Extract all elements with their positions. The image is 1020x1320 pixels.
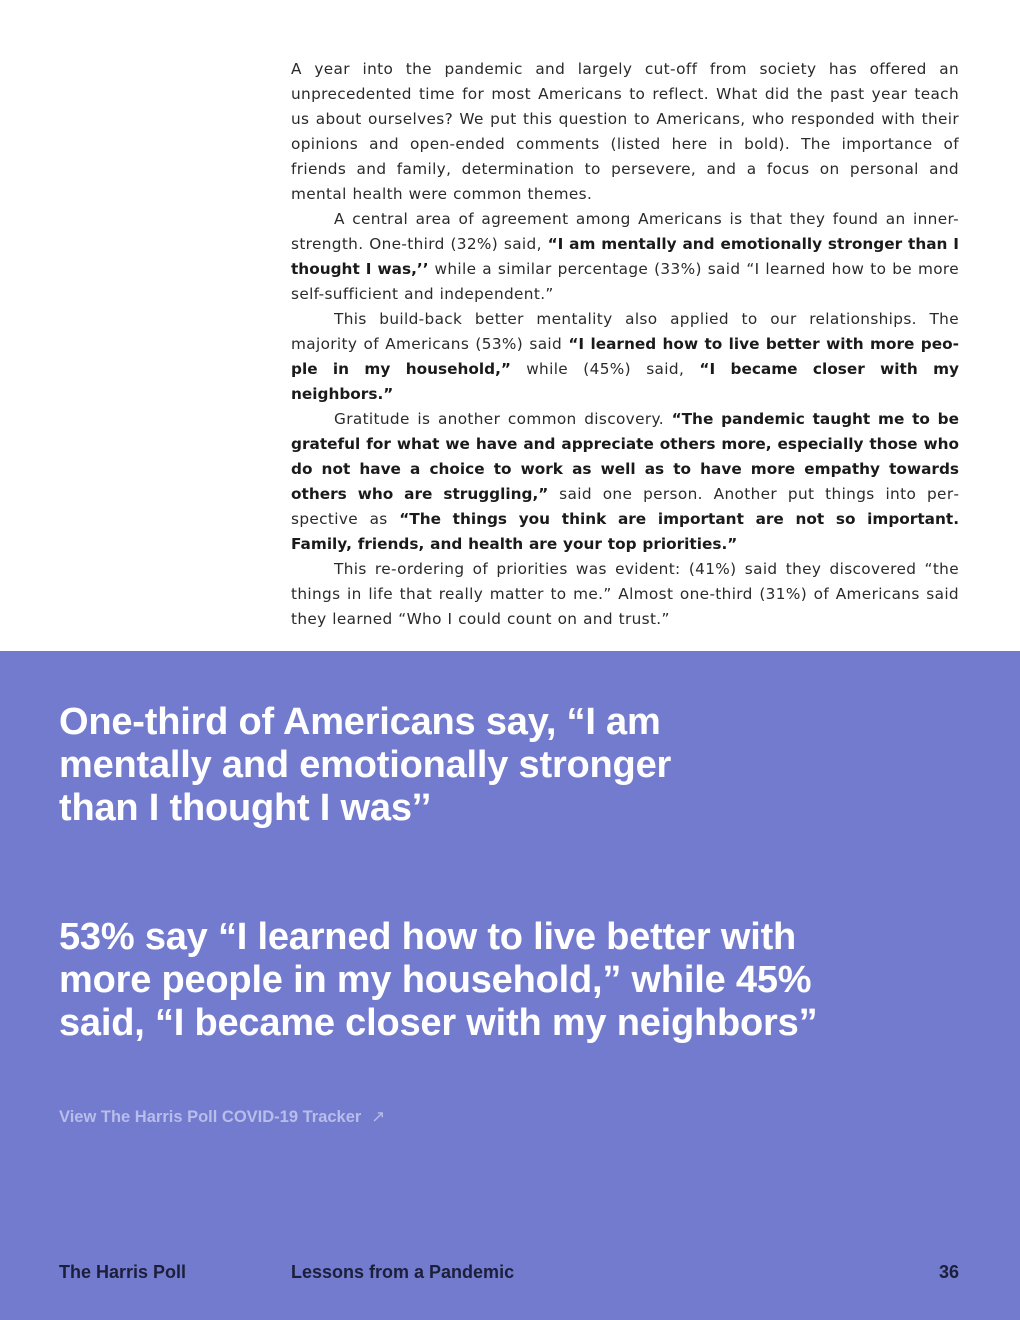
paragraph-text: while (45%) said,: [510, 360, 700, 378]
paragraph-relationships: [291, 307, 959, 407]
paragraph-text: while a similar percentage (33%) said “I learned how to be more self-sufficient and independent.”: [291, 260, 959, 303]
bold-quote: “I became closer with my neighbors.”: [291, 360, 959, 403]
paragraph-priorities: This re-ordering of priorities was evident: (41%) said they discovered “the things in life that really matter to me.” Almost one-third (31%) of Americans said they learned “Who I could count on and trust.”: [291, 560, 959, 628]
callout-panel: [0, 651, 1020, 1320]
callout-household: 53% say “I learned how to live better with more people in my household,” while 45% said, “I became closer with my neighbors”: [59, 916, 818, 1044]
callout-stronger: One-third of Americans say, “I am mentally and emotionally stronger than I thought I was’’: [59, 701, 672, 829]
paragraph-text: This build-back better mentality also applied to our relationships. The majority of Americans (53%) said: [291, 310, 959, 353]
covid-tracker-link-label: View The Harris Poll COVID-19 Tracker: [59, 1108, 362, 1126]
page-number: 36: [938, 1262, 959, 1282]
bold-quote: “The pandemic taught me to be grateful for what we have and appreciate others more, especially those who do not have a choice to work as well as to have more empathy towards others who are struggling,”: [291, 410, 959, 503]
article-body: [291, 57, 959, 632]
paragraph-text: Gratitude is another common discovery.: [334, 410, 672, 428]
bold-quote: “I am mentally and emotionally stronger than I thought I was,’’: [291, 235, 959, 278]
covid-tracker-link[interactable]: [59, 1107, 385, 1127]
paragraph-gratitude: [291, 407, 959, 557]
footer-title: Lessons from a Pandemic: [291, 1262, 515, 1282]
footer-brand: The Harris Poll: [59, 1262, 187, 1282]
paragraph-intro: A year into the pandemic and largely cut-off from society has offered an unprecedented time for most Americans to reflect. What did the past year teach us about ourselves? We put this question to Americans, who responded with their opinions and open-ended comments (listed here in bold). The importance of friends and family, determination to persevere, and a focus on personal and mental health were common themes.: [291, 60, 959, 203]
arrow-up-right-icon: ↗: [371, 1108, 386, 1126]
bold-quote: “The things you think are important are not so important. Family, friends, and health are your top priorities.”: [291, 510, 960, 553]
paragraph-text: A central area of agreement among Americans is that they found an inner-strength. One-third (32%) said,: [291, 210, 959, 253]
paragraph-inner-strength: [291, 207, 959, 307]
bold-quote: “I learned how to live better with more people in my household,”: [291, 335, 959, 378]
paragraph-text: said one person. Another put things into perspective as: [291, 485, 959, 528]
